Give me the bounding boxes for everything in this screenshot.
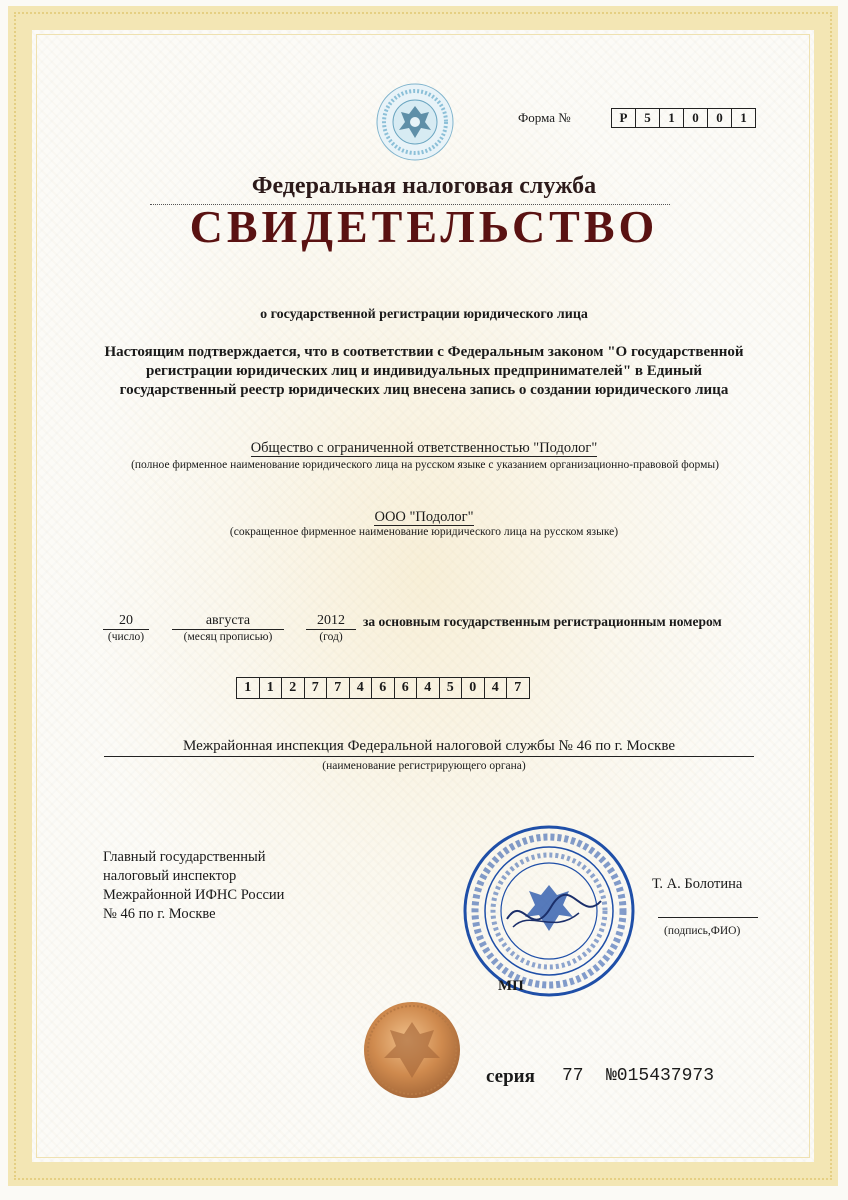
registration-month: августа bbox=[172, 612, 284, 630]
year-note: (год) bbox=[319, 631, 343, 643]
full-name-row bbox=[0, 440, 848, 457]
ogrn-number-boxes bbox=[236, 677, 530, 699]
short-name-row bbox=[0, 509, 848, 526]
registration-day: 20 bbox=[103, 612, 149, 630]
series-label: серия bbox=[486, 1066, 535, 1087]
day-note: (число) bbox=[107, 631, 145, 643]
month-note: (месяц прописью) bbox=[183, 631, 273, 643]
agency-name: Федеральная налоговая служба bbox=[251, 173, 597, 199]
entity-short-name: ООО "Подолог" bbox=[374, 509, 474, 525]
ogrn-caption: за основным государственным регистрационным номером bbox=[363, 614, 722, 629]
form-code-char: Р bbox=[612, 109, 636, 127]
statement-paragraph: Настоящим подтверждается, что в соответствии с Федеральным законом "О государственной регистрации юридических лиц и индивидуальных предпринимателей" в Единый государственный реестр юридических лиц внесена запись о создании юридического лица bbox=[104, 344, 744, 398]
official-stamp-icon bbox=[461, 823, 637, 999]
inspector-line: № 46 по г. Москве bbox=[103, 906, 216, 922]
inspector-line: налоговый инспектор bbox=[103, 868, 237, 884]
form-code-char: 0 bbox=[684, 109, 708, 127]
ogrn-digit: 7 bbox=[327, 678, 350, 698]
stamp-place-label: МП bbox=[498, 978, 524, 994]
ogrn-digit: 1 bbox=[260, 678, 283, 698]
ogrn-digit: 4 bbox=[485, 678, 508, 698]
registering-authority-note: (наименование регистрирующего органа) bbox=[322, 760, 526, 772]
registration-year: 2012 bbox=[306, 612, 356, 630]
ogrn-digit: 4 bbox=[350, 678, 373, 698]
form-code-char: 0 bbox=[708, 109, 732, 127]
form-code-char: 5 bbox=[636, 109, 660, 127]
ogrn-digit: 5 bbox=[440, 678, 463, 698]
ogrn-digit: 6 bbox=[395, 678, 418, 698]
ogrn-digit: 1 bbox=[237, 678, 260, 698]
signer-name: Т. А. Болотина bbox=[652, 876, 743, 892]
ogrn-digit: 6 bbox=[372, 678, 395, 698]
form-code-boxes bbox=[611, 108, 756, 128]
document-title: СВИДЕТЕЛЬСТВО bbox=[189, 201, 659, 252]
inspector-line: Главный государственный bbox=[103, 849, 266, 865]
inspector-line: Межрайонной ИФНС России bbox=[103, 887, 285, 903]
ogrn-digit: 7 bbox=[514, 680, 522, 695]
entity-full-name: Общество с ограниченной ответственностью "Подолог" bbox=[250, 440, 598, 456]
entity-full-name-note: (полное фирменное наименование юридического лица на русском языке с указанием организационно-правовой формы) bbox=[131, 459, 719, 471]
ogrn-digit: 7 bbox=[305, 678, 328, 698]
hologram-seal-icon bbox=[362, 1000, 462, 1100]
signature-note: (подпись,ФИО) bbox=[664, 925, 741, 937]
ogrn-digit: 4 bbox=[417, 678, 440, 698]
inspector-title bbox=[103, 848, 284, 924]
form-code-char: 1 bbox=[660, 109, 684, 127]
form-code-char: 1 bbox=[740, 110, 747, 125]
signature-line bbox=[658, 917, 758, 918]
series-value: 77 bbox=[562, 1066, 584, 1086]
entity-short-name-note: (сокращенное фирменное наименование юридического лица на русском языке) bbox=[229, 526, 619, 538]
registering-authority: Межрайонная инспекция Федеральной налоговой службы № 46 по г. Москве bbox=[104, 737, 754, 757]
fns-emblem-icon bbox=[375, 82, 455, 162]
ogrn-digit: 2 bbox=[282, 678, 305, 698]
certificate-number: №015437973 bbox=[606, 1066, 715, 1086]
ogrn-digit: 0 bbox=[462, 678, 485, 698]
form-number-label: Форма № bbox=[518, 110, 571, 125]
document-subtitle: о государственной регистрации юридического лица bbox=[260, 307, 588, 322]
